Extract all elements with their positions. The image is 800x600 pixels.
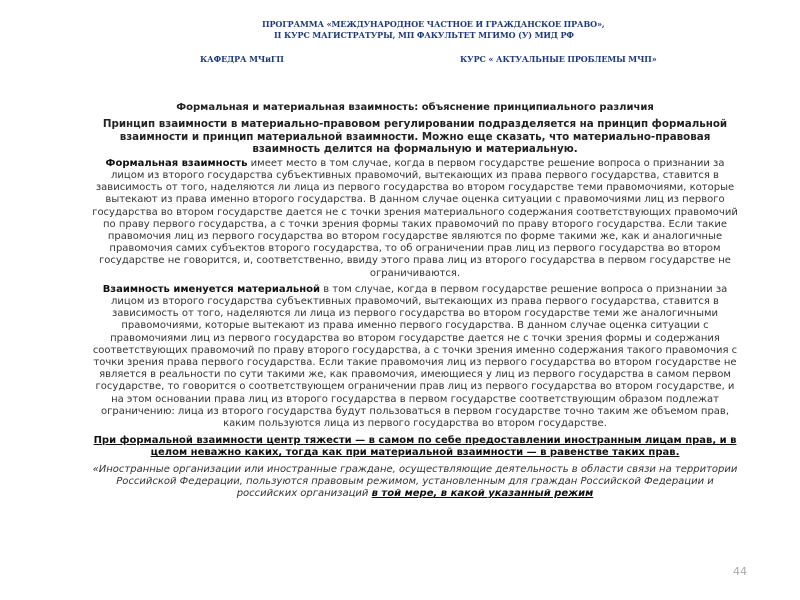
material-reciprocity-term: Взаимность именуется материальной [102,283,321,295]
material-reciprocity-text: в том случае, когда в первом государстве решение вопроса о признании за лицом из второго государства субъективных правомочий, вытекающих из права первого государства, ставится в зависимость от того, наделяются ли лица из первого государства во втором государстве теми же аналогичными правомочиями, которые вытекают из права именно первого государства. В данном случае оценка ситуации с правомочиями лиц из первого государства во втором государстве дается не с точки зрения формы и содержания соответствующих правомочий по праву второго государства, а с точки зрения именно содержания такого правомочия с точки зрения права первого государства. Если такие правомочия лиц из первого государства во втором государстве не является в реальности по сути такими же, как правомочия, имеющиеся у лиц из первого государства в самом первом государстве, то говорится о соответствующем ограничении прав лиц из первого государства во втором государстве, и на этом основании права лиц из второго государства в первом государстве соответствующим образом подлежат ограничению: лица из второго государства будут пользоваться в первом государстве точно таким же объемом прав, каким пользуются лица из первого государства во втором государстве. [92,283,738,429]
quote-bold-text: в той мере, в какой указанный режим [371,487,594,499]
program-title-line1: ПРОГРАММА «МЕЖДУНАРОДНОЕ ЧАСТНОЕ И ГРАЖДАНСКОЕ ПРАВО», [262,19,605,29]
formal-reciprocity-term: Формальная взаимность [105,157,248,169]
formal-reciprocity-text: имеет место в том случае, когда в первом государстве решение вопроса о признании за лицом из второго государства субъективных правомочий, вытекающих из права первого государства, ставится в зависимость от того, наделяются ли лица из первого государства во втором государстве теми правомочиями, которые вытекают из права именно второго государства. В данном случае оценка ситуации с правомочиями лиц из первого государства во втором государстве дается не с точки зрения материального содержания соответствующих правомочий по праву первого государства, а с точки зрения формы таких правомочий по праву второго государства. Если такие правомочия лиц из первого государства во втором государстве являются по форме такими же, как и аналогичные правомочия самих субъектов второго государства, то об ограничении прав лиц из первого государства во втором государстве не говорится, и, соответственно, ввиду этого права лиц из второго государства в первом государстве не ограничиваются. [92,157,738,279]
intro-paragraph: Принцип взаимности в материально-правовом регулировании подразделяется на принцип формальной взаимности и принцип материальной взаимности. Можно еще сказать, что материально-правовая взаимность делится на формальную и материальную. [102,118,728,156]
slide-body [90,102,740,500]
page-number: 44 [733,565,747,578]
formal-reciprocity-paragraph [90,158,740,280]
program-title-line2: II КУРС МАГИСТРАТУРЫ, МП ФАКУЛЬТЕТ МГИМО (У) МИД РФ [274,30,574,40]
quote-paragraph [90,464,740,501]
emphasis-paragraph: При формальной взаимности центр тяжести — в самом по себе предоставлении иностранным лицам прав, и в целом неважно каких, тогда как при материальной взаимности — в равенстве таких прав. [93,435,737,459]
course-label: КУРС « АКТУАЛЬНЫЕ ПРОБЛЕМЫ МЧП» [460,54,657,64]
material-reciprocity-paragraph [90,284,740,430]
quote-text: «Иностранные организации или иностранные граждане, осуществляющие деятельность в области связи на территории Российской Федерации, пользуются правовым режимом, установленным для граждан Российской Федерации и российских организаций [92,463,738,499]
department-label: КАФЕДРА МЧиГП [200,54,284,64]
slide-title: Формальная и материальная взаимность: объяснение принципиального различия [176,102,654,113]
